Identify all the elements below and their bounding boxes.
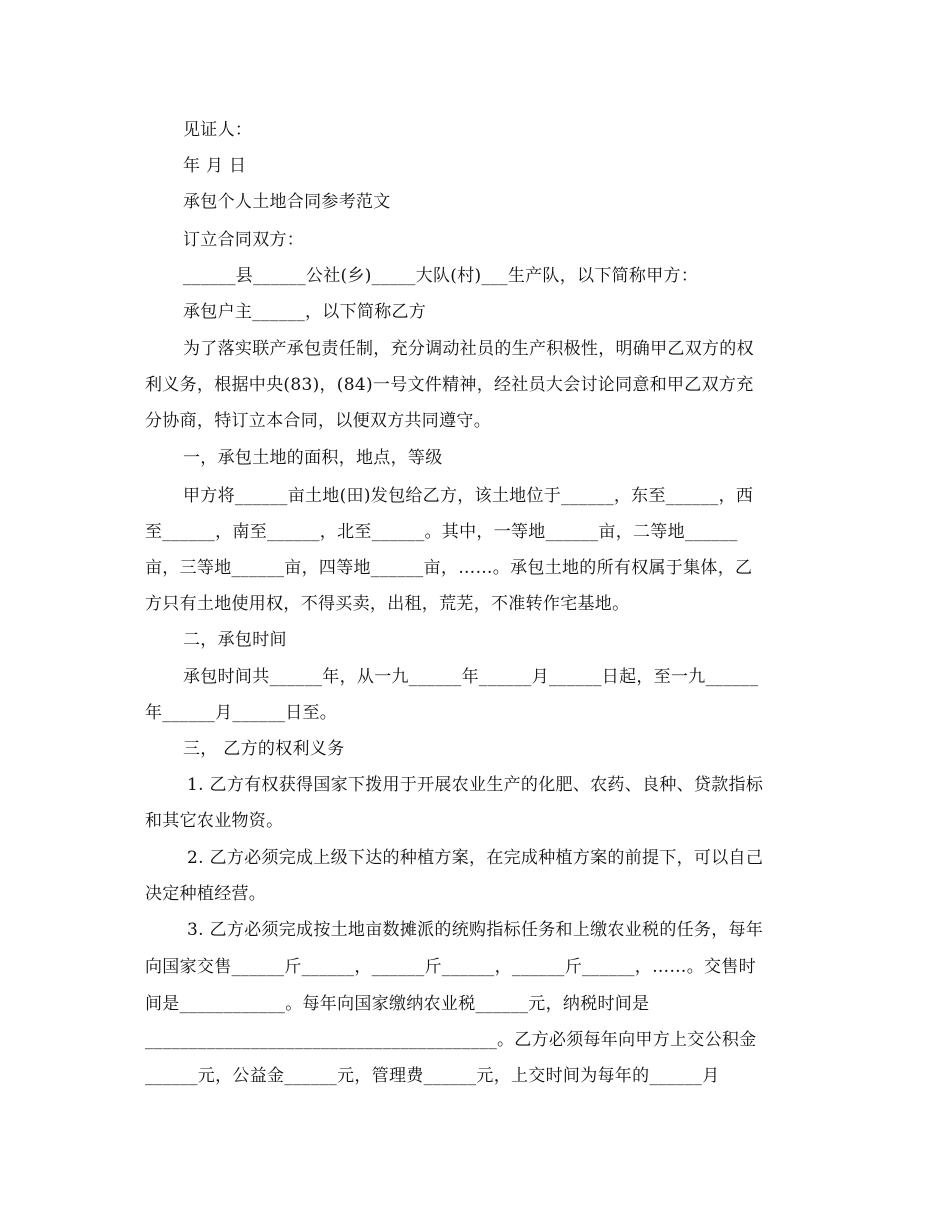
section-heading: 二，承包时间: [183, 630, 287, 650]
clause-line: 向国家交售______斤______，______斤______，______斤______，……。交售时: [145, 957, 756, 977]
preamble-line: 为了落实联产承包责任制，充分调动社员的生产积极性，明确甲乙双方的权: [183, 339, 754, 359]
clause-line: 决定种植经营。: [145, 884, 267, 904]
clause-line: 间是____________。每年向国家缴纳农业税______元，纳税时间是: [145, 994, 650, 1014]
clause-line: ________________________________________。乙方必须每年向甲方上交公积金: [145, 1030, 757, 1050]
section-body-line: 亩，三等地______亩，四等地______亩，……。承包土地的所有权属于集体，乙: [145, 558, 753, 578]
witness-label: 见证人：: [183, 120, 253, 140]
section-body-line: 方只有土地使用权，不得买卖，出租，荒芜，不准转作宅基地。: [145, 594, 630, 614]
clause-line: 和其它农业物资。: [145, 811, 284, 831]
section-body-line: 甲方将______亩土地(田)发包给乙方，该土地位于______，东至______，西: [183, 486, 754, 506]
party-b-line: 承包户主______，以下简称乙方: [183, 302, 427, 322]
clause-line: ______元，公益金______元，管理费______元，上交时间为每年的______月: [145, 1066, 720, 1086]
section-body-line: 年______月______日至。: [145, 703, 338, 723]
section-heading: 三， 乙方的权利义务: [183, 739, 345, 759]
preamble-line: 分协商，特订立本合同，以便双方共同遵守。: [145, 411, 491, 431]
section-body-line: 承包时间共______年，从一九______年______月______日起，至一九______: [183, 667, 759, 687]
clause-line: 1. 乙方有权获得国家下拨用于开展农业生产的化肥、农药、良种、贷款指标: [187, 775, 764, 795]
date-line: 年 月 日: [183, 156, 247, 176]
parties-heading: 订立合同双方：: [183, 230, 305, 250]
document-title: 承包个人土地合同参考范文: [183, 192, 391, 212]
preamble-line: 利义务，根据中央(83)，(84)一号文件精神，经社员大会讨论同意和甲乙双方充: [145, 375, 754, 395]
clause-line: 2. 乙方必须完成上级下达的种植方案，在完成种植方案的前提下，可以自己: [187, 848, 764, 868]
section-body-line: 至______，南至______，北至______。其中，一等地______亩，二等地______: [145, 522, 738, 542]
section-heading: 一，承包土地的面积，地点，等级: [183, 448, 443, 468]
clause-line: 3. 乙方必须完成按土地亩数摊派的统购指标任务和上缴农业税的任务，每年: [187, 920, 764, 940]
party-a-line: ______县______公社(乡)_____大队(村)___生产队，以下简称甲方：: [183, 266, 699, 286]
